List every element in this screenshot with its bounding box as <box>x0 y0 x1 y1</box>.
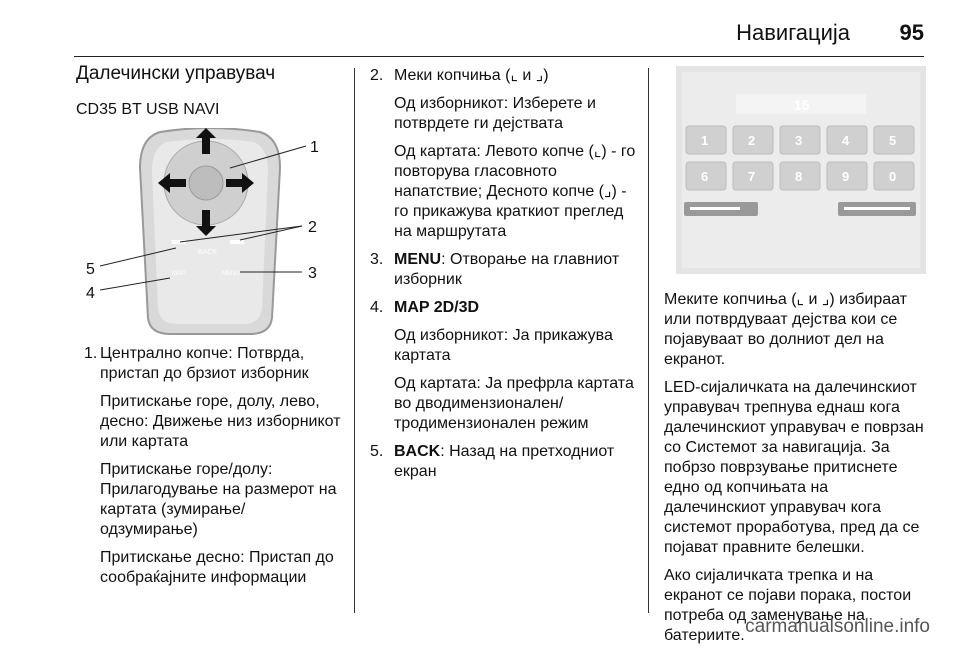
item-paragraph: Притискање горе, долу, лево, десно: Движење низ изборникот или картата <box>100 393 341 450</box>
item-number: 2. <box>370 67 384 84</box>
list-item-3 <box>370 250 640 290</box>
list-item-2 <box>370 66 640 242</box>
header-rule <box>74 56 924 57</box>
key-label: 9 <box>842 169 850 184</box>
paragraph: Меките копчиња (⌞ и ⌟) избираат или потврдуваат дејства кои се појавуваат во долниот дел на екранот. <box>664 291 907 368</box>
callout-3: 3 <box>308 265 317 282</box>
item-paragraph: Притискање десно: Пристап до сообраќајните информации <box>100 549 334 586</box>
key-label: 5 <box>889 133 897 148</box>
remote-control-illustration <box>80 128 340 338</box>
item-paragraph: Од изборникот: Изберете и потврдете ги дејствата <box>394 95 596 132</box>
callout-5: 5 <box>86 261 95 278</box>
column-divider-1 <box>354 68 355 613</box>
item-paragraph: Од изборникот: Ја прикажува картата <box>394 327 613 364</box>
key-label: 1 <box>701 133 709 148</box>
list-item-5 <box>370 442 640 482</box>
item-paragraph: Од картата: Ја префрла картата во дводимензионален/ тродимензионален режим <box>394 375 634 432</box>
right-column <box>664 290 926 654</box>
key-name: MENU <box>394 251 442 268</box>
callout-4: 4 <box>86 285 95 302</box>
back-button-label: BACK <box>198 249 218 256</box>
menu-button-label: MENU <box>222 271 240 277</box>
item-number: 5. <box>370 443 384 460</box>
key-label: 4 <box>842 133 850 148</box>
left-list <box>76 344 346 596</box>
item-heading: Централно копче: Потврда, пристап до брзиот изборник <box>100 345 309 382</box>
keypad-screen-illustration <box>676 66 926 274</box>
key-label: 2 <box>748 133 756 148</box>
key-label: 7 <box>748 169 756 184</box>
map-button-label: MAP <box>172 271 186 277</box>
header-title: Навигација <box>736 20 850 45</box>
section-title: Далечински управувач <box>76 63 276 84</box>
item-number: 3. <box>370 251 384 268</box>
callout-1: 1 <box>310 139 319 156</box>
item-number: 1. <box>84 345 98 362</box>
key-label: 6 <box>701 169 709 184</box>
middle-column <box>370 66 640 490</box>
key-name: BACK <box>394 443 441 460</box>
section-subtitle: CD35 BT USB NAVI <box>76 101 220 118</box>
page-number: 95 <box>899 20 924 45</box>
watermark: carmanualsonline.info <box>745 616 930 637</box>
page-header <box>0 0 960 60</box>
item-paragraph: Притискање горе/долу: Прилагодување на размерот на картата (зумирање/ одзумирање) <box>100 461 337 538</box>
key-label: 8 <box>795 169 803 184</box>
column-divider-2 <box>648 68 649 613</box>
item-heading: Меки копчиња (⌞ и ⌟) <box>394 67 549 84</box>
key-name: MAP 2D/3D <box>394 299 480 316</box>
item-text: : Назад на претходниот екран <box>394 443 615 480</box>
paragraph: LED-сијаличката на далечинскиот управувач трепнува еднаш кога далечинскиот управувач е поврзан со Системот за навигација. За побрзо поврзување притиснете едно од копчињата на далечинскиот управувач кога системот проработува, пред да се појават правните белешки. <box>664 379 924 556</box>
callout-2: 2 <box>308 219 317 236</box>
list-item-4 <box>370 298 640 434</box>
left-column <box>76 64 346 130</box>
item-number: 4. <box>370 299 384 316</box>
keypad-display: 15 <box>794 97 810 113</box>
paragraph: Ако сијаличката трепка и на екранот се појави порака, постои потреба од заменување на батериите. <box>664 567 912 644</box>
key-label: 3 <box>795 133 803 148</box>
list-item-1 <box>76 344 346 588</box>
item-text: : Отворање на главниот изборник <box>394 251 620 288</box>
item-paragraph: Од картата: Левото копче (⌞) - го повторува гласовното напатствие; Десното копче (⌟) - го прикажува краткиот преглед на маршрутата <box>394 143 636 240</box>
key-label: 0 <box>889 169 897 184</box>
